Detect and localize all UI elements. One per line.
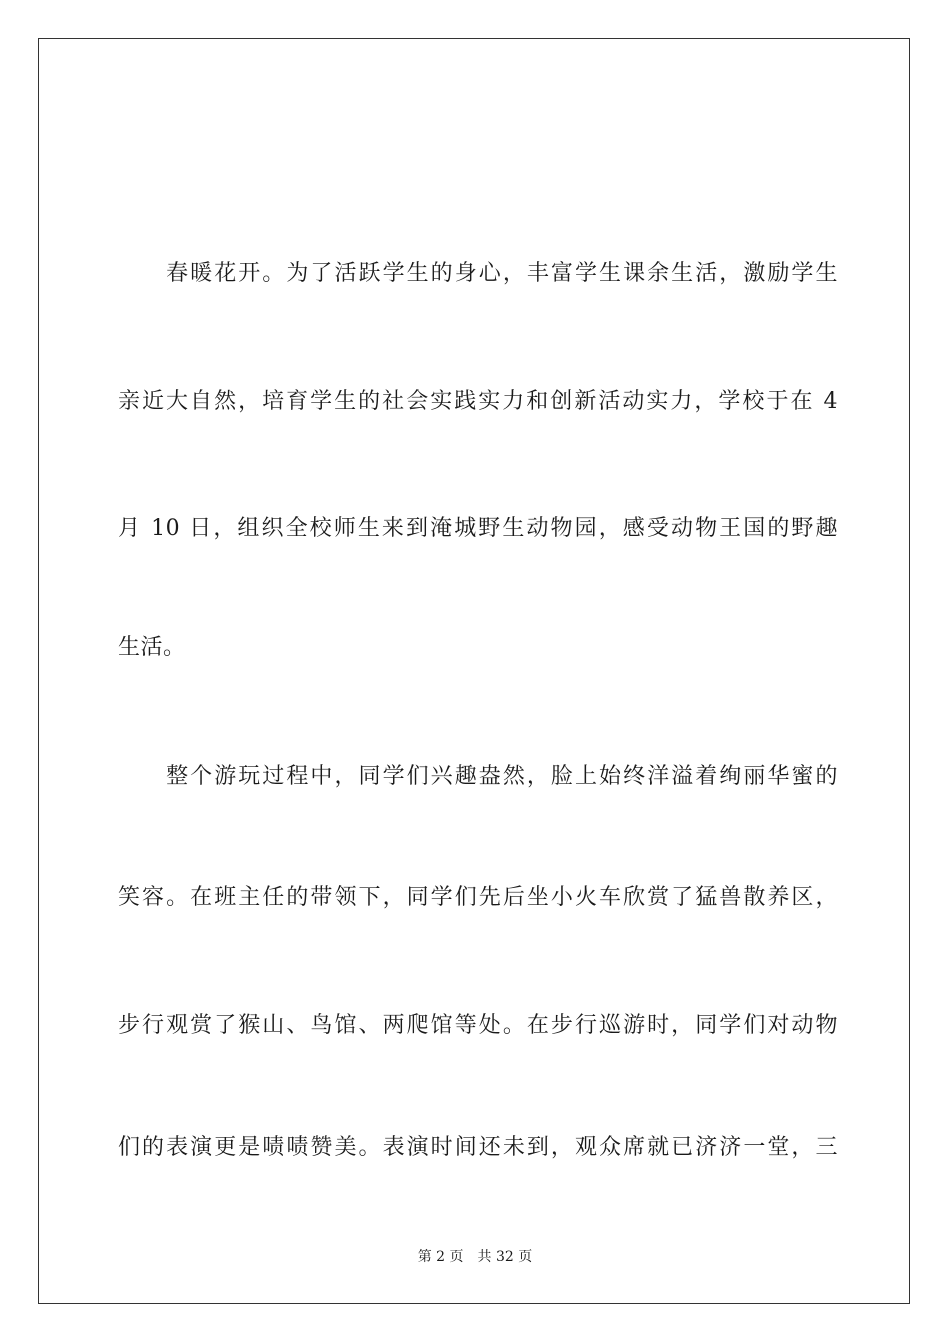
paragraph-2-line-1: 整个游玩过程中，同学们兴趣盎然，脸上始终洋溢着绚丽华蜜的 bbox=[118, 764, 838, 789]
paragraph-1-line-3: 月 10 日，组织全校师生来到淹城野生动物园，感受动物王国的野趣 bbox=[118, 516, 838, 541]
page-footer bbox=[0, 1248, 950, 1266]
page-number: 第 2 页 bbox=[417, 1249, 464, 1265]
page-border bbox=[38, 38, 910, 1304]
paragraph-1-line-2: 亲近大自然，培育学生的社会实践实力和创新活动实力，学校于在 4 bbox=[118, 389, 838, 414]
paragraph-2-line-2: 笑容。在班主任的带领下，同学们先后坐小火车欣赏了猛兽散养区， bbox=[118, 885, 838, 910]
paragraph-2-line-3: 步行观赏了猴山、鸟馆、两爬馆等处。在步行巡游时，同学们对动物 bbox=[118, 1013, 838, 1038]
paragraph-1-line-4: 生活。 bbox=[118, 635, 186, 660]
page-total: 共 32 页 bbox=[477, 1249, 533, 1265]
paragraph-2-line-4: 们的表演更是啧啧赞美。表演时间还未到，观众席就已济济一堂，三 bbox=[118, 1135, 838, 1160]
paragraph-1-line-1: 春暖花开。为了活跃学生的身心，丰富学生课余生活，激励学生 bbox=[118, 261, 838, 286]
